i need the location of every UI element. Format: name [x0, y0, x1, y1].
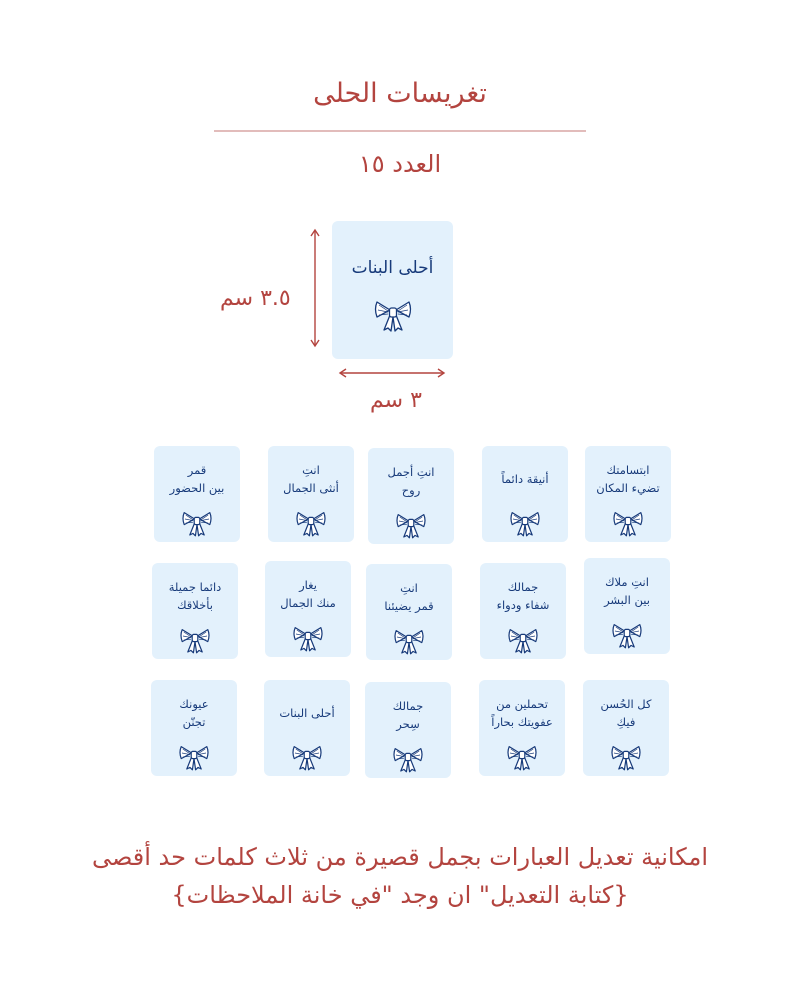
bow-icon — [178, 742, 210, 772]
card-item — [479, 680, 565, 776]
bow-icon — [291, 742, 323, 772]
card-item — [585, 446, 671, 542]
title-divider — [214, 130, 586, 132]
card-item — [265, 561, 351, 657]
card-text: عيونك تجنّن — [179, 697, 209, 729]
bow-icon — [392, 744, 424, 774]
note-line-2: {كتابة التعديل" ان وجد "في خانة الملاحظات} — [171, 881, 629, 909]
card-text: انتِ قمر يضيئنا — [384, 581, 434, 613]
bow-icon — [373, 297, 413, 333]
card-item — [151, 680, 237, 776]
bow-icon — [509, 508, 541, 538]
card-text: تحملين من عفويتك بحاراً — [491, 697, 553, 729]
bow-icon — [395, 510, 427, 540]
card-item — [583, 680, 669, 776]
card-text: أنيقة دائماً — [501, 472, 549, 487]
card-text: دائما جميلة بأخلاقك — [168, 580, 222, 612]
card-item — [264, 680, 350, 776]
bow-icon — [610, 742, 642, 772]
card-text: ابتسامتك تضيء المكان — [596, 463, 660, 495]
width-arrow-icon — [338, 366, 446, 380]
card-item — [366, 564, 452, 660]
card-text: جمالك سِحر — [392, 699, 424, 731]
card-item — [482, 446, 568, 542]
width-label: ٣ سم — [370, 388, 422, 413]
card-text: كل الحُسن فيكِ — [600, 697, 652, 729]
bow-icon — [507, 625, 539, 655]
note-line-1: امكانية تعديل العبارات بجمل قصيرة من ثلاث كلمات حد أقصى — [91, 843, 709, 871]
card-text: يغار منك الجمال — [280, 578, 336, 610]
bow-icon — [612, 508, 644, 538]
card-text: انتِ أنثى الجمال — [283, 463, 339, 495]
issue-number: العدد ١٥ — [358, 150, 442, 178]
sample-card — [332, 221, 453, 359]
card-item — [152, 563, 238, 659]
height-label: ٣.٥ سم — [220, 286, 291, 311]
bow-icon — [179, 625, 211, 655]
card-text: انتِ أجمل روح — [387, 465, 435, 497]
bow-icon — [393, 626, 425, 656]
page-title: تغريسات الحلى — [313, 78, 487, 109]
bow-icon — [506, 742, 538, 772]
sample-card-text: أحلى البنات — [351, 258, 434, 278]
card-text: أحلى البنات — [279, 706, 335, 721]
card-item — [368, 448, 454, 544]
card-text: قمر بين الحضور — [169, 463, 225, 495]
bow-icon — [292, 623, 324, 653]
bow-icon — [611, 620, 643, 650]
card-item — [584, 558, 670, 654]
card-item — [365, 682, 451, 778]
card-item — [154, 446, 240, 542]
card-item — [480, 563, 566, 659]
card-item — [268, 446, 354, 542]
bow-icon — [295, 508, 327, 538]
card-text: جمالك شفاء ودواء — [496, 580, 550, 612]
card-text: انتِ ملاك بين البشر — [604, 575, 650, 607]
height-arrow-icon — [308, 228, 322, 348]
bow-icon — [181, 508, 213, 538]
